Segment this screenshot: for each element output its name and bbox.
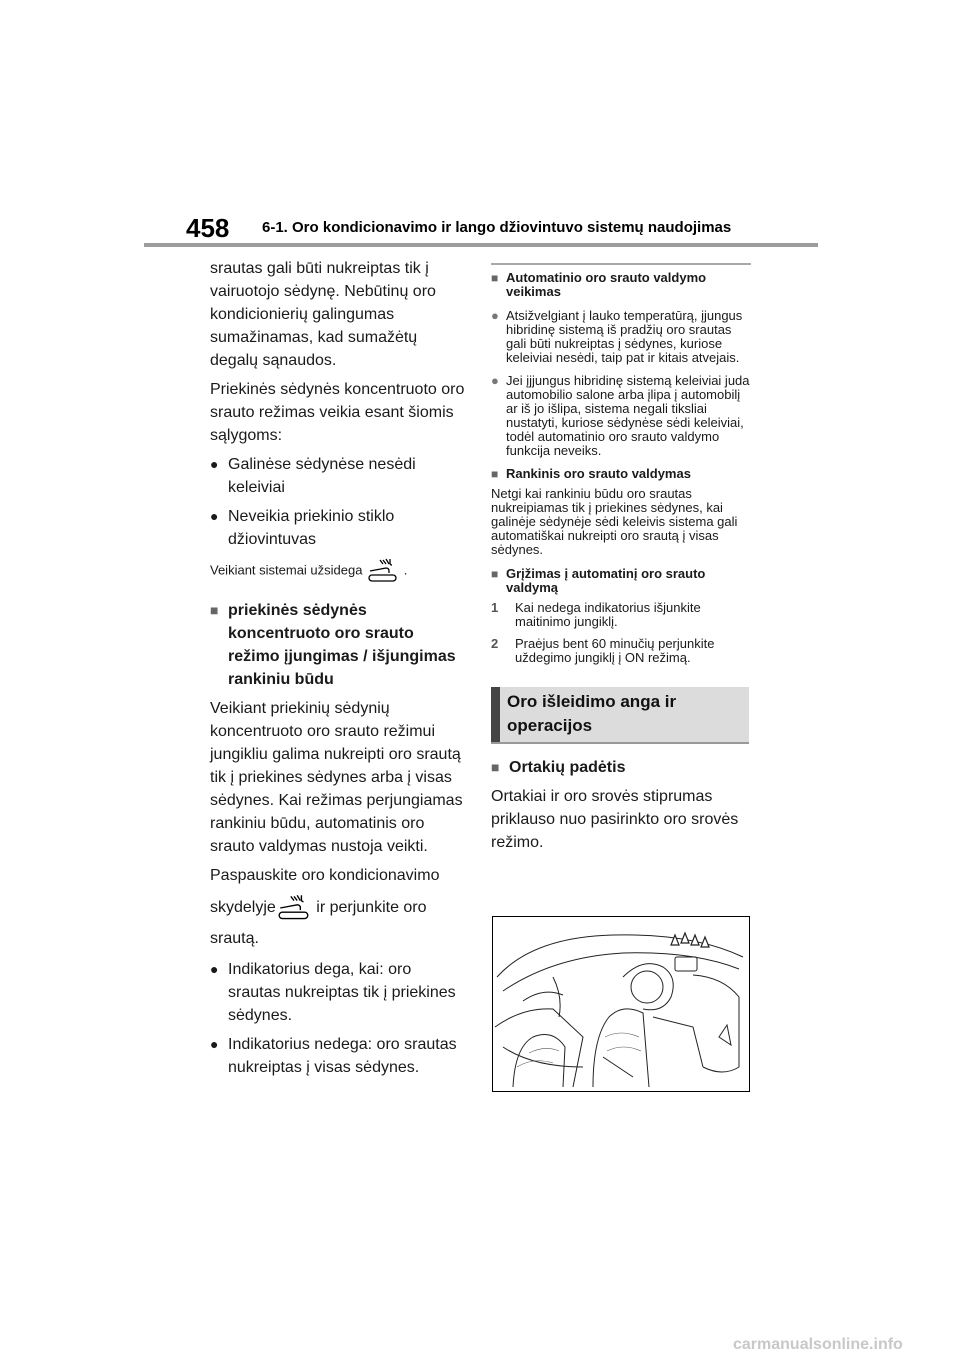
list-item-text: Indikatorius dega, kai: oro srautas nukreiptas tik į priekines sėdynes. — [228, 961, 456, 1024]
list-item-text: Indikatorius nedega: oro srautas nukreiptas į visas sėdynes. — [228, 1036, 457, 1076]
header-rule — [144, 243, 818, 247]
square-marker-icon: ■ — [491, 567, 499, 581]
subsection-heading — [491, 467, 751, 481]
section-title: Oro išleidimo anga ir operacijos — [507, 692, 677, 735]
bullet-icon: ● — [210, 508, 219, 524]
left-column — [210, 257, 466, 1085]
section-title-box — [491, 687, 749, 744]
paragraph-text: Paspauskite oro kondicionavimo — [210, 867, 440, 884]
paragraph: Netgi kai rankiniu būdu oro srautas nukreipiamas tik į priekines sėdynes, kai galinėje sėdynėje sėdi keleivis sistema gali automatiškai nukreipti oro srautą į visas sėdynes. — [491, 486, 738, 557]
list-item — [210, 453, 466, 499]
list-item-text: Jei įjjungus hibridinę sistemą keleiviai juda automobilio salone arba įlipa į automobilį ar iš jo išlipa, sistema negali tiksliai nustatyti, kuriose sėdynėse sėdi keleiviai, todėl automatinio oro srauto valdymo funkcija neveiks. — [506, 373, 750, 458]
divider — [491, 263, 751, 265]
bullet-icon: ● — [210, 456, 219, 472]
watermark: carmanualsonline.info — [733, 1336, 903, 1353]
heading-text: Automatinio oro srauto valdymo veikimas — [506, 270, 707, 299]
step-text: Kai nedega indikatorius išjunkite maitinimo jungiklį. — [515, 600, 701, 629]
section-heading — [491, 756, 751, 779]
step-number: 2 — [491, 636, 499, 651]
square-marker-icon: ■ — [491, 271, 499, 285]
paragraph-text: ir perjunkite oro — [311, 899, 427, 916]
section-heading — [210, 599, 466, 691]
seat-airflow-icon — [276, 893, 312, 923]
seat-airflow-icon — [366, 557, 400, 585]
list-item — [210, 505, 466, 551]
note-text-end: . — [403, 562, 408, 578]
bullet-icon: ● — [491, 373, 499, 388]
list-item-text: Neveikia priekinio stiklo džiovintuvas — [228, 508, 395, 548]
paragraph-text: skydelyje — [210, 899, 276, 916]
heading-text: Grįžimas į automatinį oro srauto valdymą — [506, 566, 706, 595]
square-marker-icon: ■ — [210, 602, 219, 618]
paragraph: Priekinės sėdynės koncentruoto oro srauto režimas veikia esant šiomis sąlygoms: — [210, 381, 465, 444]
bullet-icon: ● — [210, 1036, 219, 1052]
list-item-text: Galinėse sėdynėse nesėdi keleiviai — [228, 456, 416, 496]
subsection-heading — [491, 271, 751, 299]
page-header-title: 6-1. Oro kondicionavimo ir lango džiovintuvo sistemų naudojimas — [262, 219, 732, 236]
list-item — [210, 1033, 466, 1079]
numbered-step — [491, 637, 751, 665]
heading-text: priekinės sėdynės koncentruoto oro srauto režimo įjungimas / išjungimas rankiniu būdu — [228, 602, 456, 688]
list-item-text: Atsižvelgiant į lauko temperatūrą, įjungus hibridinę sistemą iš pradžių oro srautas gali būti nukreiptas į sėdynes, kuriose keleiviai nesėdi, taip pat ir kitais atvejais. — [506, 308, 743, 365]
list-item — [491, 309, 751, 365]
square-marker-icon: ■ — [491, 467, 499, 481]
paragraph: srautą. — [210, 930, 259, 947]
paragraph: Ortakiai ir oro srovės stiprumas priklauso nuo pasirinkto oro srovės režimo. — [491, 788, 739, 851]
square-marker-icon: ■ — [491, 759, 500, 775]
step-number: 1 — [491, 600, 499, 615]
heading-text: Rankinis oro srauto valdymas — [506, 466, 691, 481]
step-text: Praėjus bent 60 minučių perjunkite uždegimo jungiklį į ON režimą. — [515, 636, 715, 665]
indicator-note — [210, 557, 466, 585]
list-item — [210, 958, 466, 1027]
paragraph — [210, 864, 466, 887]
bullet-icon: ● — [491, 308, 499, 323]
heading-text: Ortakių padėtis — [509, 759, 626, 776]
subsection-heading — [491, 567, 751, 595]
paragraph — [210, 891, 466, 925]
list-item — [491, 374, 751, 458]
section-accent-bar — [491, 687, 500, 742]
car-interior-drawing — [493, 917, 749, 1091]
numbered-step — [491, 601, 751, 629]
paragraph: srautas gali būti nukreiptas tik į vairuotojo sėdynę. Nebūtinų oro kondicionierių galingumas sumažinamas, kad sumažėtų degalų sąnaudos. — [210, 260, 436, 369]
bullet-icon: ● — [210, 961, 219, 977]
car-interior-vents-illustration — [492, 916, 750, 1092]
right-column — [491, 263, 751, 860]
page-number: 458 — [186, 213, 230, 243]
paragraph: Veikiant priekinių sėdynių koncentruoto oro srauto režimui jungikliu galima nukreipti oro srautą tik į priekines sėdynes arba į visas sėdynes. Kai režimas perjungiamas rankiniu būdu, automatinis oro srauto valdymas nustoja veikti. — [210, 700, 463, 855]
note-text: Veikiant sistemai užsidega — [210, 562, 363, 578]
